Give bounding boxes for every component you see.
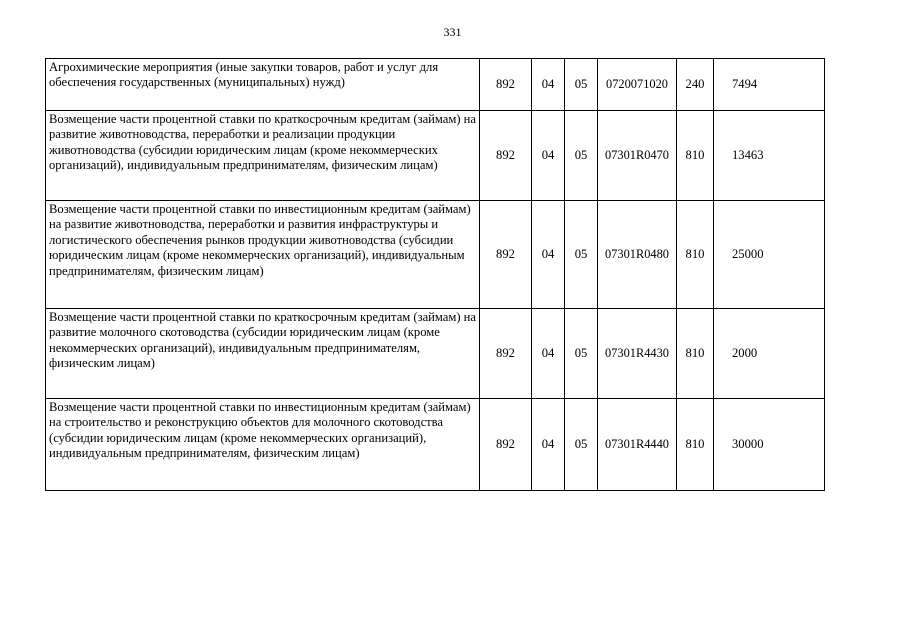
amount-cell: 7494: [714, 59, 825, 111]
page-number: 331: [443, 25, 462, 39]
expense-type-cell: 810: [677, 111, 714, 201]
ministry-code-cell: 892: [480, 309, 532, 399]
target-article-cell: 07301R0470: [598, 111, 677, 201]
section-code-cell: 04: [532, 201, 565, 309]
table-row: [46, 111, 825, 201]
table-row: [46, 59, 825, 111]
table-row: [46, 399, 825, 491]
subsection-code-cell: 05: [565, 309, 598, 399]
expense-name-cell: Возмещение части процентной ставки по краткосрочным кредитам (займам) на развитие молочного скотоводства (субсидии юридическим лицам (кроме некоммерческих организаций), индивидуальным предпринимателям, физическим лицам): [46, 309, 480, 399]
ministry-code-cell: 892: [480, 111, 532, 201]
section-code-cell: 04: [532, 111, 565, 201]
target-article-cell: 07301R0480: [598, 201, 677, 309]
ministry-code-cell: 892: [480, 399, 532, 491]
expense-type-cell: 810: [677, 399, 714, 491]
subsection-code-cell: 05: [565, 399, 598, 491]
subsection-code-cell: 05: [565, 111, 598, 201]
section-code-cell: 04: [532, 399, 565, 491]
budget-table: [45, 58, 825, 491]
amount-cell: 30000: [714, 399, 825, 491]
subsection-code-cell: 05: [565, 59, 598, 111]
amount-cell: 25000: [714, 201, 825, 309]
expense-name-cell: Возмещение части процентной ставки по инвестиционным кредитам (займам) на развитие животноводства, переработки и развития инфраструктуры и логистического обеспечения рынков продукции животноводства (субсидии юридическим лицам (кроме некоммерческих организаций), индивидуальным предпринимателям, физическим лицам): [46, 201, 480, 309]
target-article-cell: 07301R4440: [598, 399, 677, 491]
target-article-cell: 0720071020: [598, 59, 677, 111]
expense-type-cell: 240: [677, 59, 714, 111]
expense-name-cell: Возмещение части процентной ставки по краткосрочным кредитам (займам) на развитие животноводства, переработки и реализации продукции животноводства (субсидии юридическим лицам (кроме некоммерческих организаций), индивидуальным предпринимателям, физическим лицам): [46, 111, 480, 201]
ministry-code-cell: 892: [480, 59, 532, 111]
target-article-cell: 07301R4430: [598, 309, 677, 399]
table-row: [46, 309, 825, 399]
amount-cell: 2000: [714, 309, 825, 399]
amount-cell: 13463: [714, 111, 825, 201]
subsection-code-cell: 05: [565, 201, 598, 309]
expense-name-cell: Агрохимические мероприятия (иные закупки товаров, работ и услуг для обеспечения государственных (муниципальных) нужд): [46, 59, 480, 111]
expense-name-cell: Возмещение части процентной ставки по инвестиционным кредитам (займам) на строительство и реконструкцию объектов для молочного скотоводства (субсидии юридическим лицам (кроме некоммерческих организаций), индивидуальным предпринимателям, физическим лицам): [46, 399, 480, 491]
expense-type-cell: 810: [677, 309, 714, 399]
section-code-cell: 04: [532, 309, 565, 399]
expense-type-cell: 810: [677, 201, 714, 309]
ministry-code-cell: 892: [480, 201, 532, 309]
table-row: [46, 201, 825, 309]
section-code-cell: 04: [532, 59, 565, 111]
